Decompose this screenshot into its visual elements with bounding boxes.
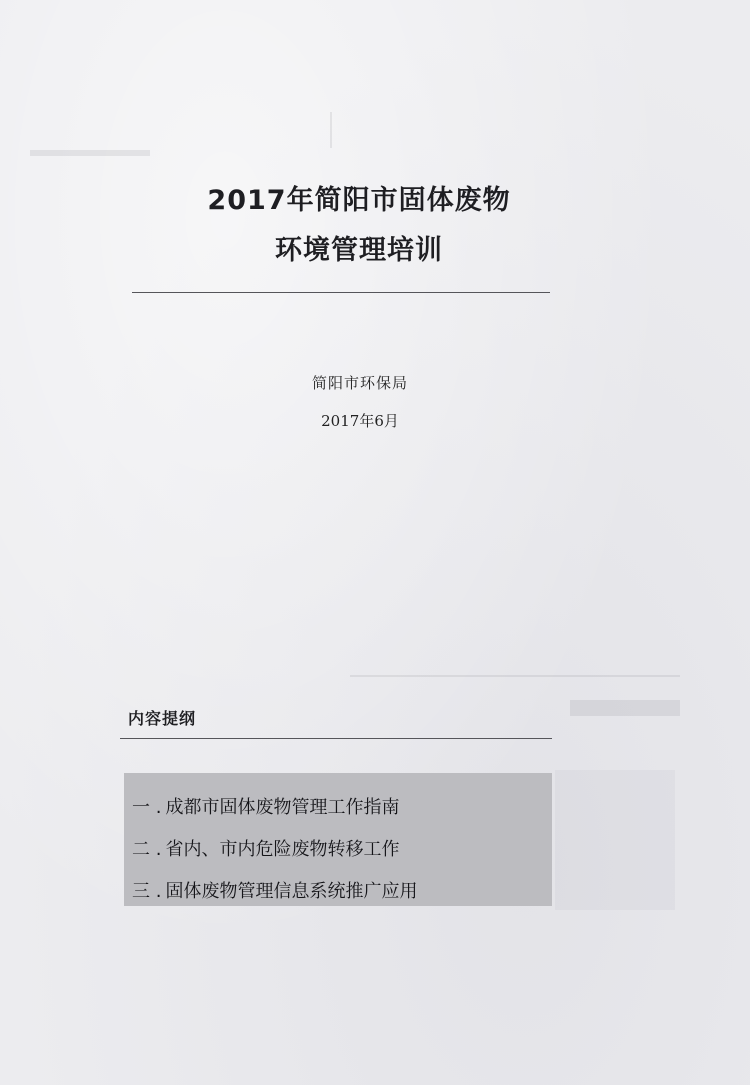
outline-item — [132, 877, 417, 903]
outline-list — [124, 773, 552, 906]
document-title-line-1: 2017年简阳市固体废物 — [207, 185, 511, 216]
outline-item-text: 固体废物管理信息系统推广应用 — [165, 881, 418, 902]
outline-item-text: 省内、市内危险废物转移工作 — [165, 839, 400, 860]
bleed-through-line — [570, 700, 680, 716]
issuer-organization: 简阳市环保局 — [311, 374, 408, 392]
outline-item-number: 三 . — [132, 881, 162, 902]
bleed-through-line — [30, 150, 150, 156]
outline-heading: 内容提纲 — [128, 709, 197, 728]
bleed-through-line — [350, 675, 680, 677]
issue-date: 2017年6月 — [321, 412, 399, 430]
outline-item — [132, 835, 399, 861]
document-title-line-2: 环境管理培训 — [275, 235, 443, 266]
title-divider — [132, 292, 550, 293]
outline-item-number: 一 . — [132, 797, 162, 818]
outline-item-number: 二 . — [132, 839, 162, 860]
outline-item — [132, 793, 399, 819]
outline-divider — [120, 738, 552, 739]
bleed-through-line — [555, 770, 675, 910]
outline-item-text: 成都市固体废物管理工作指南 — [165, 797, 400, 818]
bleed-through-line — [330, 112, 332, 148]
